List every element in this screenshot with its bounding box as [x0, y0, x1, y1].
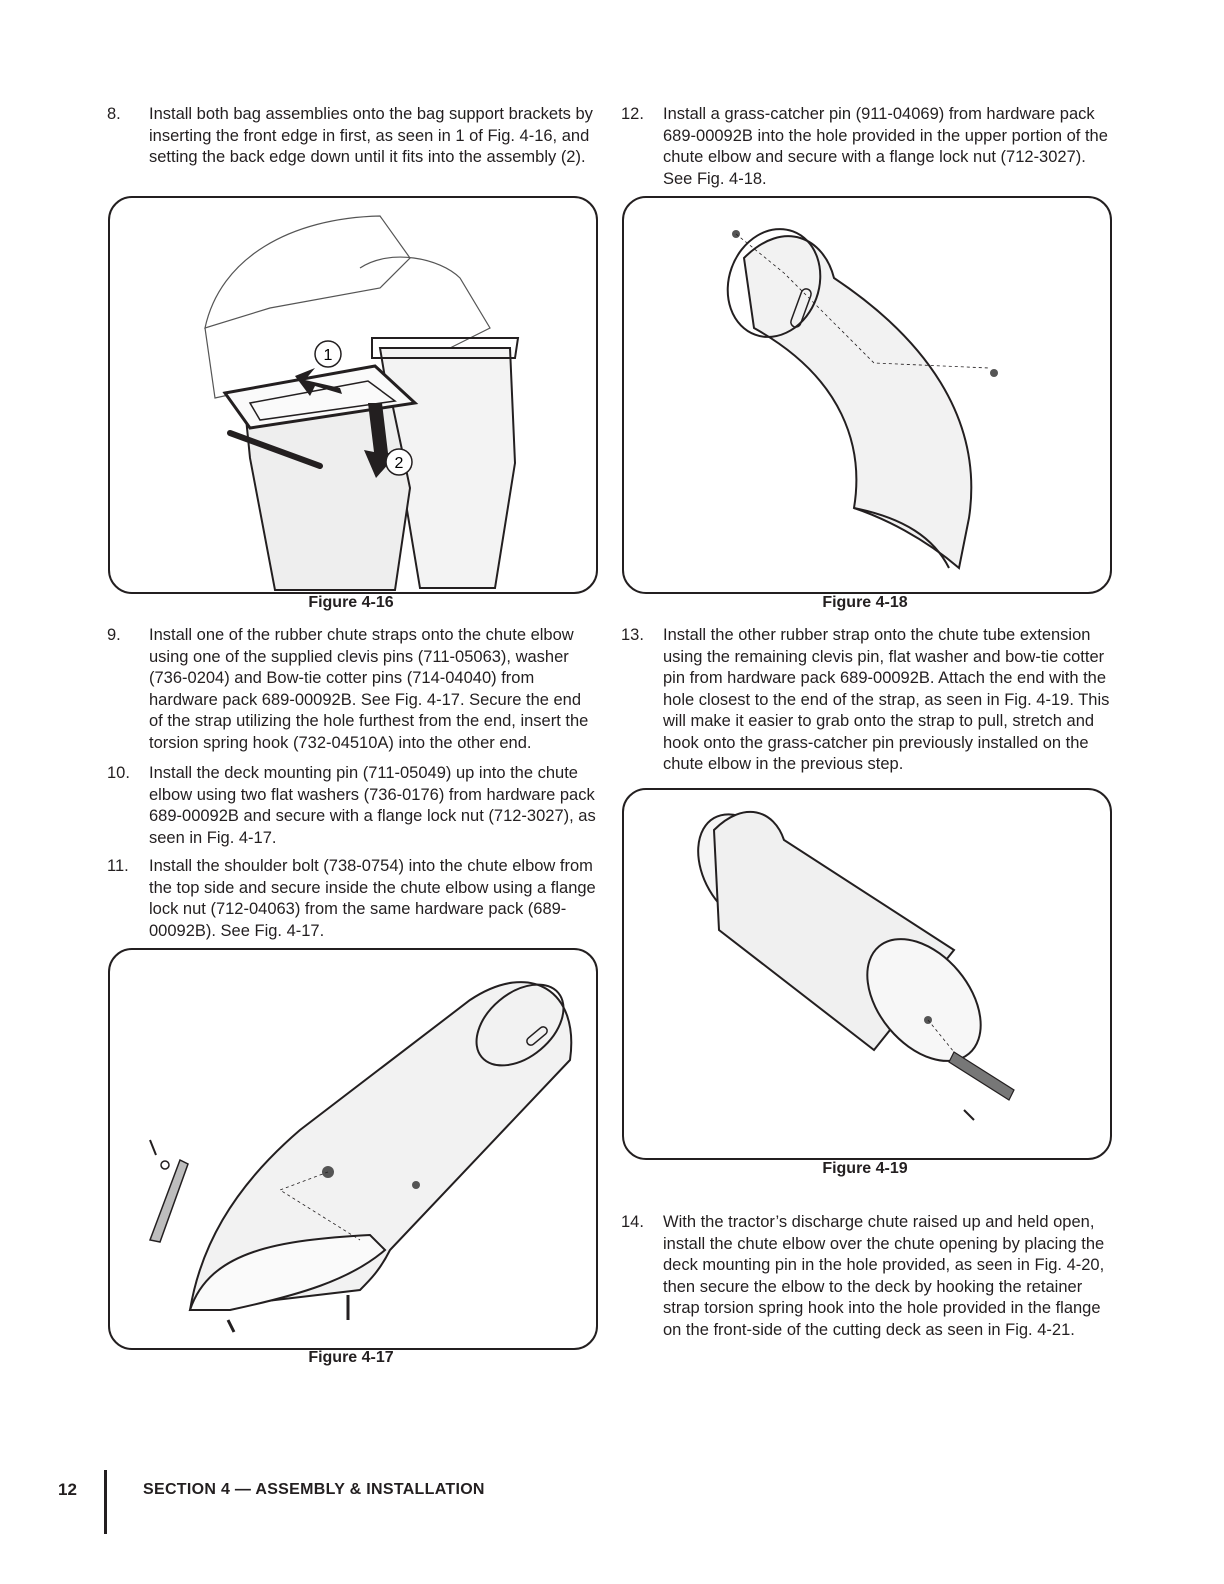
- bag-assembly-illustration: [110, 198, 596, 592]
- step-8: [107, 104, 597, 169]
- step-text: Install the shoulder bolt (738-0754) into the chute elbow from the top side and secure inside the chute elbow using a flange lock nut (712-04063) from the same hardware pack (689-00092B). See Fig. 4-17.: [149, 857, 596, 940]
- chute-tube-extension-illustration: [624, 790, 1110, 1158]
- figure-4-19: [622, 788, 1112, 1160]
- step-14: [621, 1212, 1111, 1341]
- step-13: [621, 625, 1111, 776]
- chute-elbow-pin-illustration: [624, 198, 1110, 592]
- figure-4-16-caption: Figure 4-16: [308, 594, 394, 611]
- step-number: 12.: [621, 105, 644, 123]
- chute-elbow-strap-illustration: [110, 950, 596, 1348]
- figure-4-18-caption: Figure 4-18: [822, 594, 908, 611]
- figure-4-17: [108, 948, 598, 1350]
- step-text: Install a grass-catcher pin (911-04069) from hardware pack 689-00092B into the hole provided in the upper portion of the chute elbow and secure with a flange lock nut (712-3027). See Fig. 4-18.: [663, 105, 1108, 188]
- step-10: [107, 763, 597, 849]
- page-number: 12: [58, 1480, 77, 1499]
- figure-4-18: [622, 196, 1112, 594]
- step-number: 13.: [621, 626, 644, 644]
- step-text: Install both bag assemblies onto the bag support brackets by inserting the front edge in first, as seen in 1 of Fig. 4-16, and setting the back edge down until it fits into the assembly (2).: [149, 105, 593, 166]
- step-11: [107, 856, 597, 942]
- step-text: Install the deck mounting pin (711-05049) up into the chute elbow using two flat washers (736-0176) from hardware pack 689-00092B and secure with a flange lock nut (712-3027), as seen in Fig. 4-17.: [149, 764, 596, 847]
- step-number: 9.: [107, 626, 121, 644]
- callout-1-label: 1: [323, 347, 333, 364]
- step-number: 14.: [621, 1213, 644, 1231]
- section-title: SECTION 4 — ASSEMBLY & INSTALLATION: [143, 1481, 485, 1498]
- callout-2-label: 2: [394, 455, 404, 472]
- figure-4-19-caption: Figure 4-19: [822, 1160, 908, 1177]
- step-number: 11.: [107, 857, 129, 875]
- step-text: Install the other rubber strap onto the chute tube extension using the remaining clevis pin, flat washer and bow-tie cotter pin from hardware pack 689-00092B. Attach the end with the hole closest to the end of the strap, as seen in Fig. 4-19. This will make it easier to grab onto the strap to pull, stretch and hook onto the grass-catcher pin previously installed on the chute elbow in the previous step.: [663, 626, 1110, 773]
- figure-4-17-caption: Figure 4-17: [308, 1349, 394, 1366]
- step-number: 10.: [107, 764, 130, 782]
- step-number: 8.: [107, 105, 121, 123]
- step-12: [621, 104, 1111, 190]
- step-text: Install one of the rubber chute straps onto the chute elbow using one of the supplied clevis pins (711-05063), washer (736-0204) and Bow-tie cotter pins (714-04040) from hardware pack 689-00092B. See Fig. 4-17. Secure the end of the strap utilizing the hole furthest from the end, insert the torsion spring hook (732-04510A) into the other end.: [149, 626, 589, 752]
- footer-divider: [104, 1470, 107, 1534]
- step-9: [107, 625, 597, 754]
- step-text: With the tractor’s discharge chute raised up and held open, install the chute elbow over the chute opening by placing the deck mounting pin in the hole provided, as seen in Fig. 4-20, then secure the elbow to the deck by hooking the retainer strap torsion spring hook into the hole provided in the flange on the front-side of the cutting deck as seen in Fig. 4-21.: [663, 1213, 1105, 1339]
- figure-4-16: [108, 196, 598, 594]
